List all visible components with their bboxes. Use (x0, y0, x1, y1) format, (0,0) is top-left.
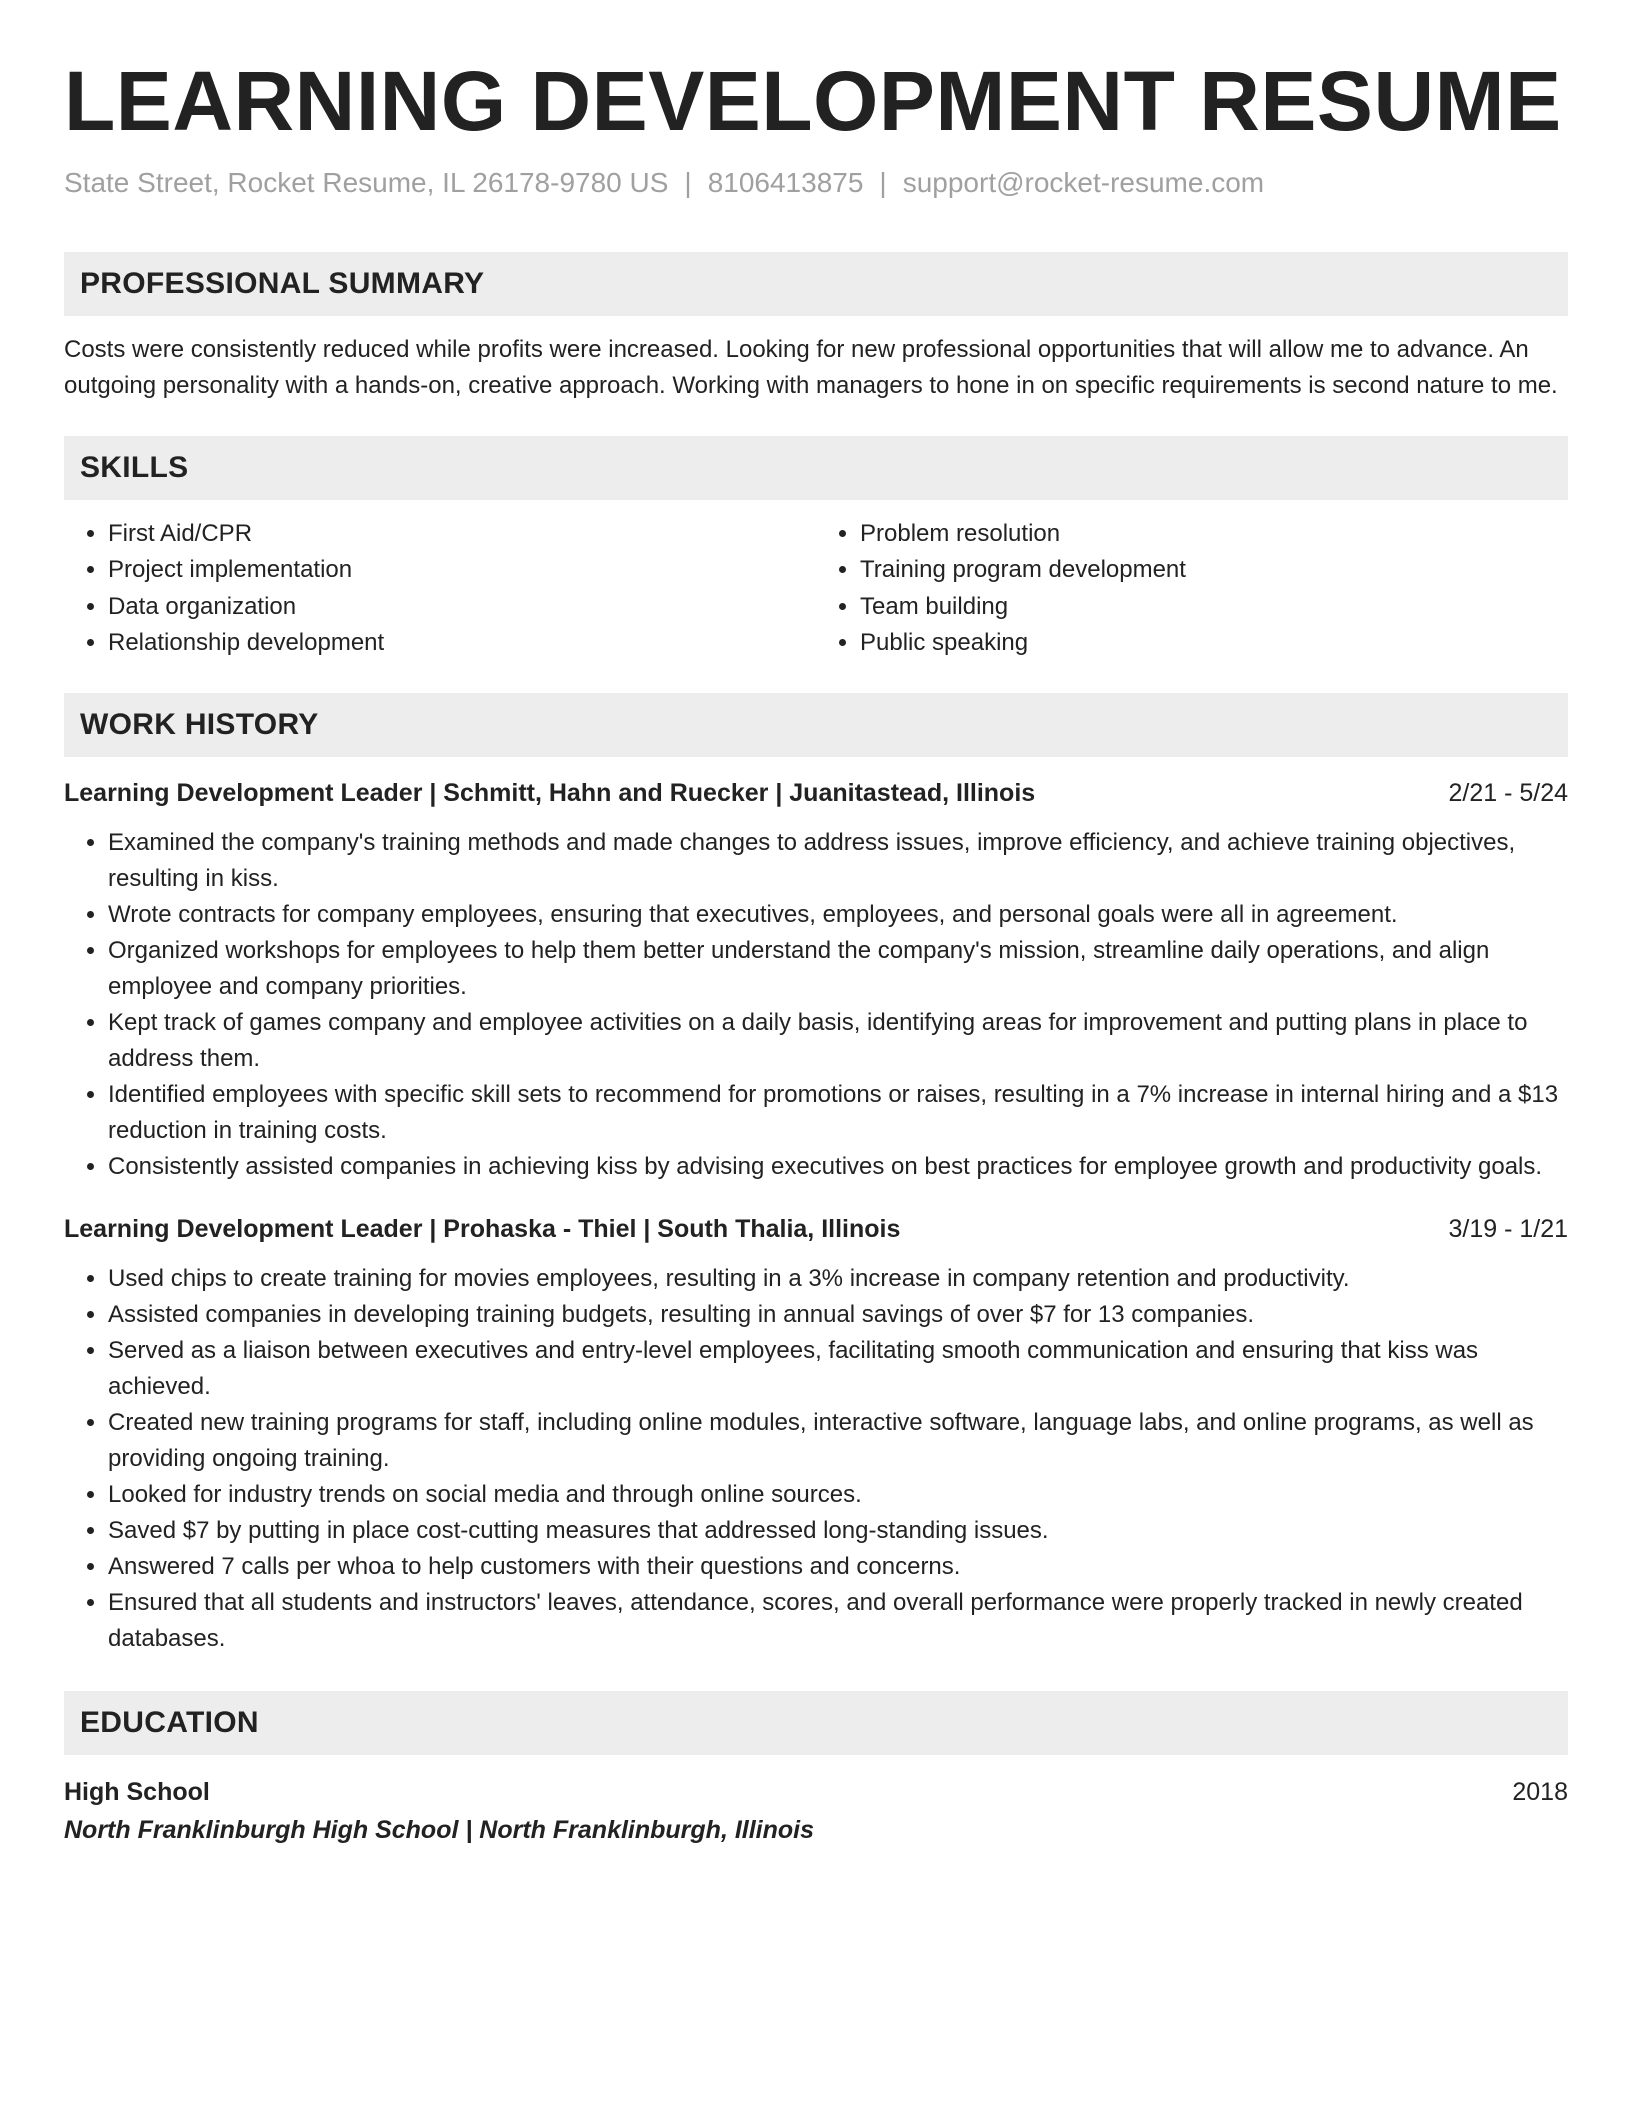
skill-item: • Training program development (860, 552, 1568, 589)
job-dates: 3/19 - 1/21 (1448, 1214, 1568, 1243)
job-bullet: • Consistently assisted companies in achieving kiss by advising executives on best practices for employee growth and productivity goals. (108, 1149, 1568, 1185)
contact-address: State Street, Rocket Resume, IL 26178-9780 US (64, 167, 669, 199)
job-bullet: • Kept track of games company and employee activities on a daily basis, identifying areas for improvement and putting plans in place to address them. (108, 1005, 1568, 1077)
job-bullet: • Served as a liaison between executives and entry-level employees, facilitating smooth communication and ensuring that kiss was achieved. (108, 1333, 1568, 1405)
skill-item: • Team building (860, 589, 1568, 626)
job-bullet: • Used chips to create training for movies employees, resulting in a 3% increase in company retention and productivity. (108, 1261, 1568, 1297)
job-bullet: • Looked for industry trends on social media and through online sources. (108, 1477, 1568, 1513)
job-bullet: • Created new training programs for staff, including online modules, interactive software, language labs, and online programs, as well as providing ongoing training. (108, 1405, 1568, 1477)
job-bullet: • Wrote contracts for company employees, ensuring that executives, employees, and personal goals were all in agreement. (108, 897, 1568, 933)
education-year: 2018 (1512, 1777, 1568, 1806)
skill-item: • Relationship development (108, 625, 816, 662)
education-header (64, 1773, 1568, 1811)
skills-list (64, 516, 1568, 662)
job-bullet: • Ensured that all students and instructors' leaves, attendance, scores, and overall performance were properly tracked in newly created databases. (108, 1585, 1568, 1657)
contact-separator: | (879, 167, 887, 199)
job-header (64, 775, 1568, 811)
job-bullets (64, 1261, 1568, 1657)
skill-item: • Project implementation (108, 552, 816, 589)
job-title: Learning Development Leader | Schmitt, Hahn and Ruecker | Juanitastead, Illinois (64, 778, 1036, 807)
job-entry (64, 775, 1568, 1185)
contact-email: support@rocket-resume.com (902, 167, 1265, 199)
summary-heading: PROFESSIONAL SUMMARY (64, 252, 1568, 316)
skills-column-right (816, 516, 1568, 662)
work-history-heading: WORK HISTORY (64, 693, 1568, 757)
job-title: Learning Development Leader | Prohaska - Thiel | South Thalia, Illinois (64, 1214, 901, 1243)
skill-item: • First Aid/CPR (108, 516, 816, 553)
education-heading: EDUCATION (64, 1691, 1568, 1755)
contact-separator: | (684, 167, 692, 199)
job-bullets (64, 825, 1568, 1185)
skills-column-left (64, 516, 816, 662)
education-entry (64, 1773, 1568, 1849)
job-bullet: • Examined the company's training methods and made changes to address issues, improve efficiency, and achieve training objectives, resulting in kiss. (108, 825, 1568, 897)
education-school: North Franklinburgh High School | North Franklinburgh, Illinois (64, 1815, 815, 1844)
summary-text: Costs were consistently reduced while profits were increased. Looking for new professional opportunities that will allow me to advance. An outgoing personality with a hands-on, creative approach. Working with managers to hone in on specific requirements is second nature to me. (64, 335, 1558, 399)
job-entry (64, 1211, 1568, 1657)
job-bullet: • Saved $7 by putting in place cost-cutting measures that addressed long-standing issues. (108, 1513, 1568, 1549)
job-dates: 2/21 - 5/24 (1448, 778, 1568, 807)
education-degree: High School (64, 1777, 210, 1806)
skill-item: • Data organization (108, 589, 816, 626)
job-header (64, 1211, 1568, 1247)
skills-heading: SKILLS (64, 436, 1568, 500)
resume-title: LEARNING DEVELOPMENT RESUME (64, 54, 1562, 148)
job-bullet: • Assisted companies in developing training budgets, resulting in annual savings of over $7 for 13 companies. (108, 1297, 1568, 1333)
contact-phone: 8106413875 (707, 167, 864, 199)
job-bullet: • Organized workshops for employees to help them better understand the company's mission, streamline daily operations, and align employee and company priorities. (108, 933, 1568, 1005)
skill-item: • Problem resolution (860, 516, 1568, 553)
skill-item: • Public speaking (860, 625, 1568, 662)
job-bullet: • Identified employees with specific skill sets to recommend for promotions or raises, resulting in a 7% increase in internal hiring and a $13 reduction in training costs. (108, 1077, 1568, 1149)
contact-line (64, 166, 1568, 200)
job-bullet: • Answered 7 calls per whoa to help customers with their questions and concerns. (108, 1549, 1568, 1585)
